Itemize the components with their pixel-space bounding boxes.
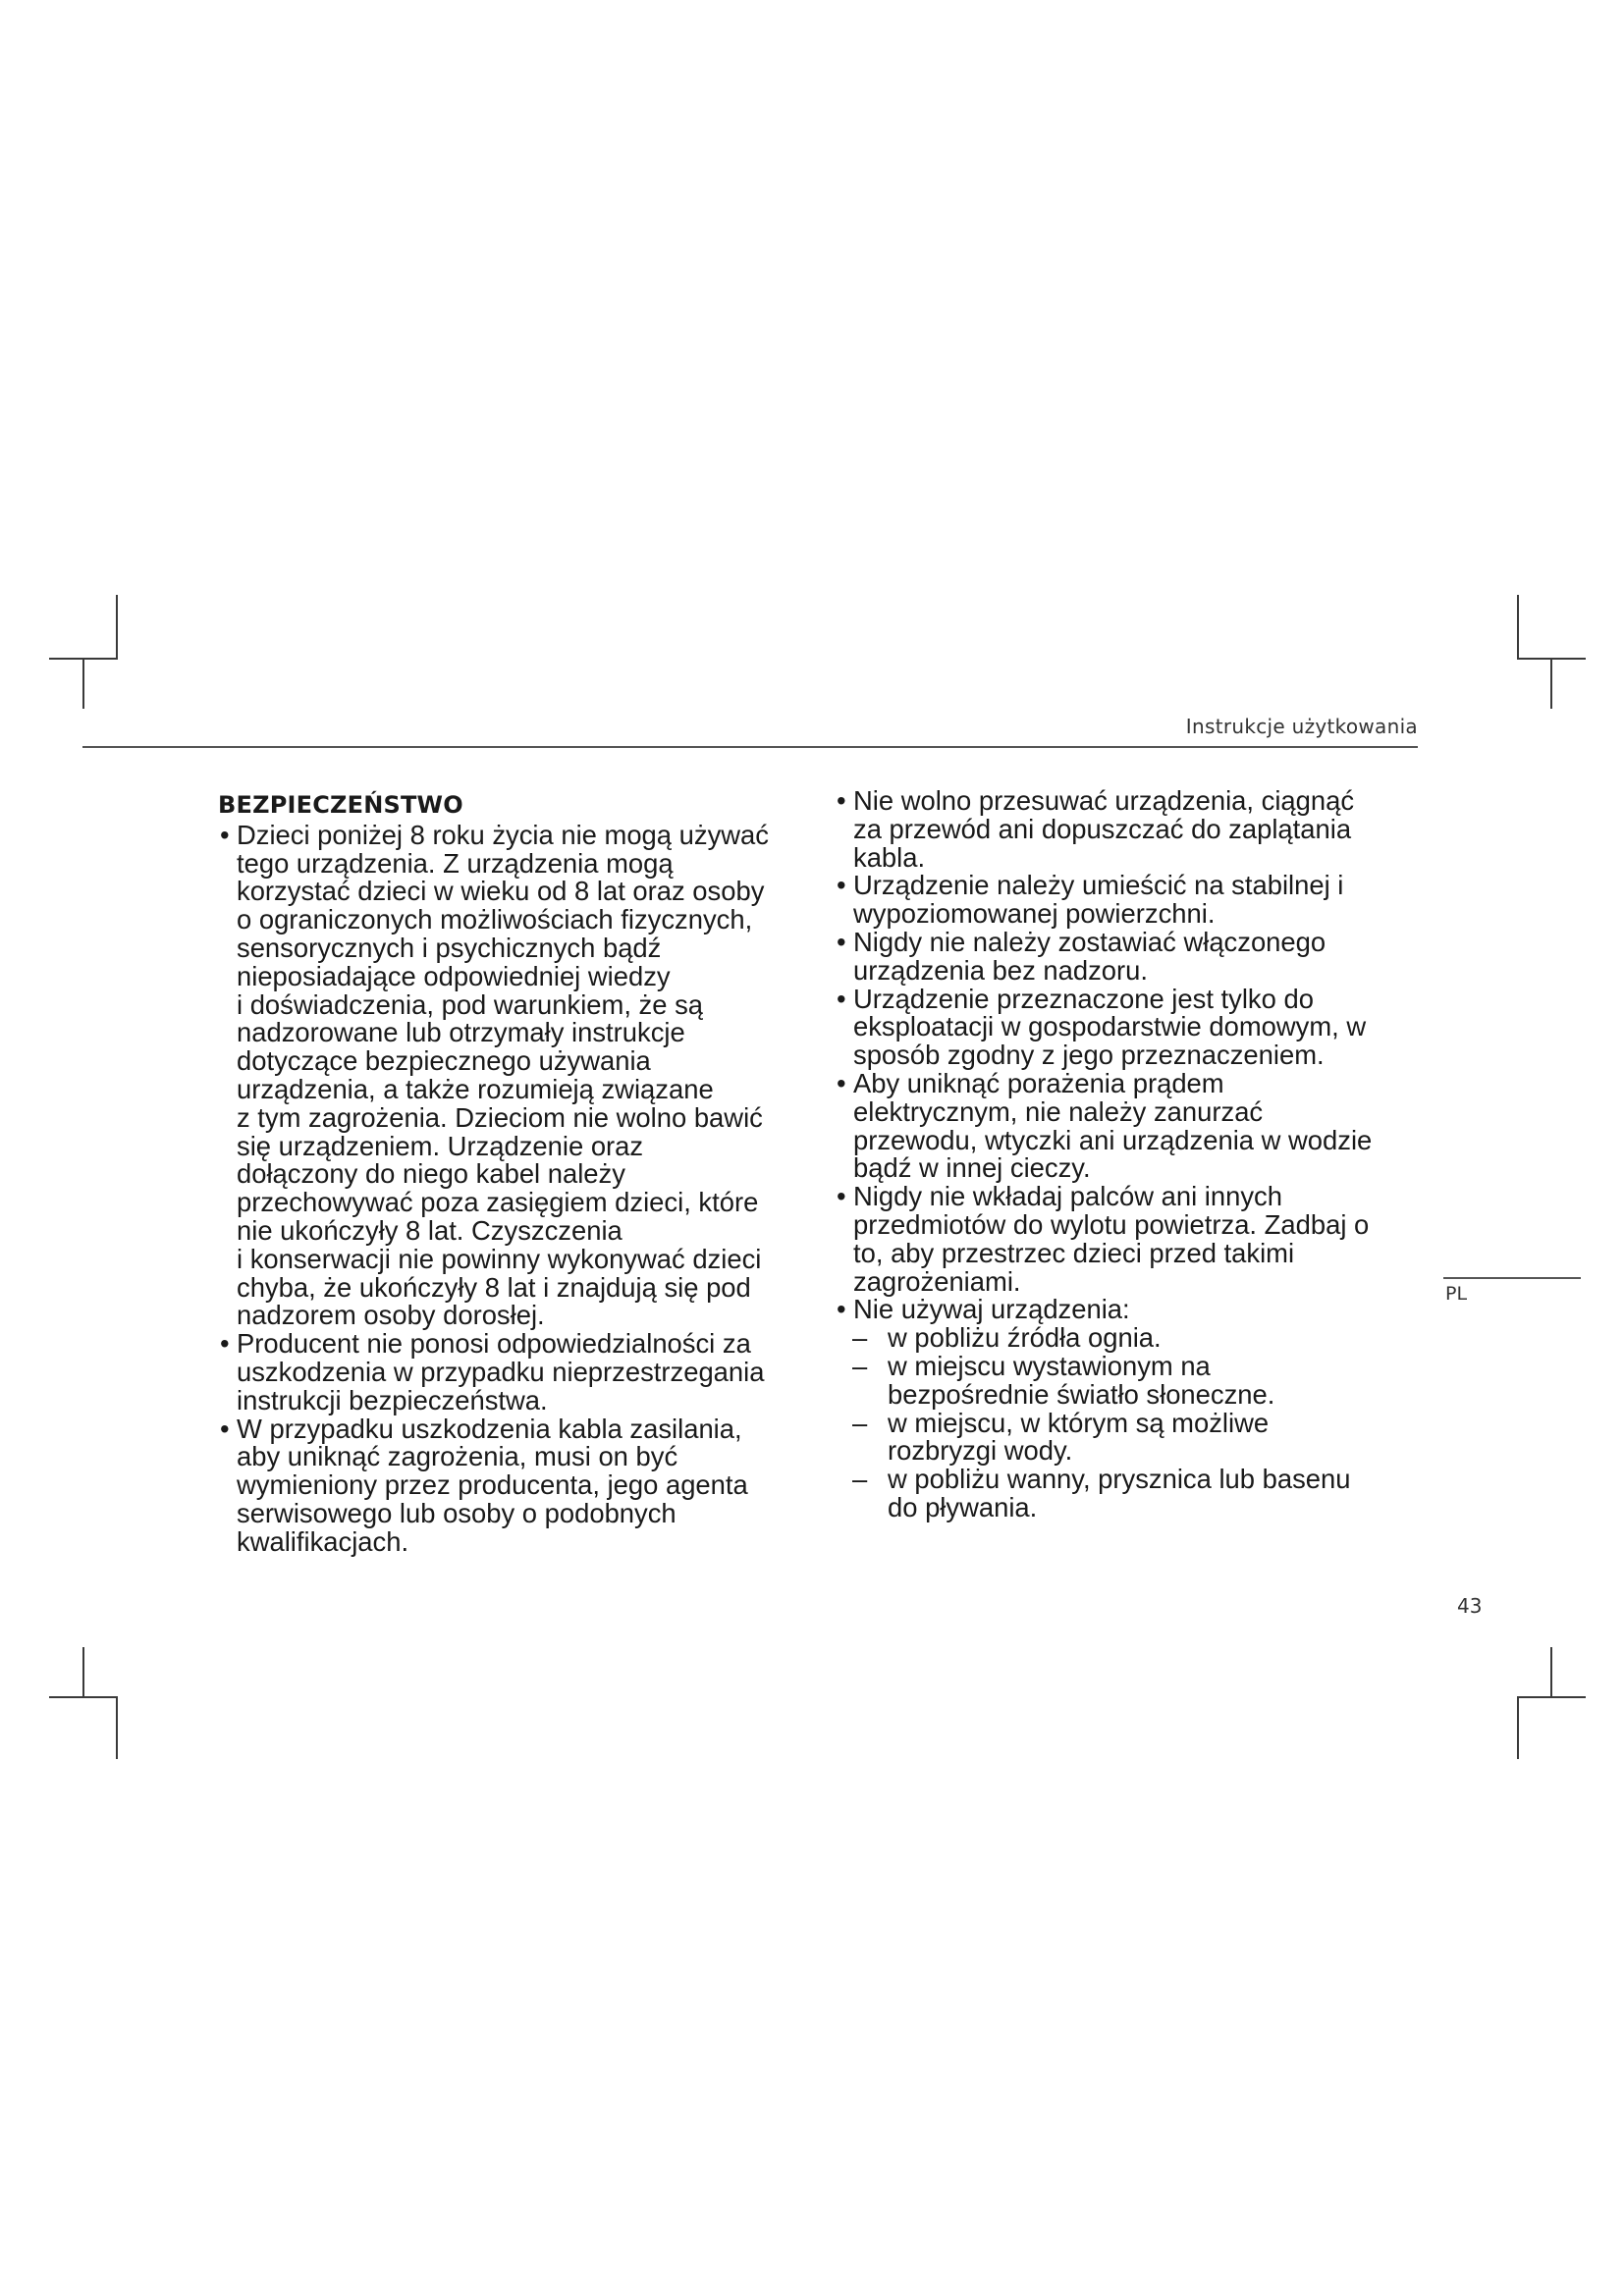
text-line: • Urządzenie należy umieścić na stabilnej i [853, 870, 1344, 901]
text-line: urządzenia, a także rozumieją związane [237, 1073, 714, 1104]
text-line: przewodu, wtyczki ani urządzenia w wodzie [853, 1124, 1373, 1155]
text-line: • Nie używaj urządzenia: [853, 1294, 1130, 1325]
text-line: – w pobliżu wanny, prysznica lub basenu [888, 1464, 1351, 1495]
list-item [835, 787, 1424, 872]
sub-list-item [852, 1350, 1424, 1410]
text-line: przedmiotów do wylotu powietrza. Zadbaj o [853, 1208, 1370, 1240]
text-line: dołączony do niego kabel należy [237, 1158, 625, 1190]
text-line: nieposiadające odpowiedniej wiedzy [237, 960, 671, 991]
page-number: 43 [1457, 1594, 1483, 1618]
list-item [835, 1067, 1424, 1184]
section-heading: BEZPIECZEŃSTWO [218, 791, 463, 819]
text-line: nadzorem osoby dorosłej. [237, 1300, 545, 1331]
text-line: wypoziomowanej powierzchni. [853, 898, 1216, 930]
text-line: się urządzeniem. Urządzenie oraz [237, 1130, 644, 1161]
header-rule [82, 746, 1418, 748]
left-column [218, 791, 807, 1557]
list-item [218, 1415, 807, 1557]
sub-list-item [852, 1324, 1424, 1353]
text-line: aby uniknąć zagrożenia, musi on być [237, 1441, 678, 1472]
text-line: zagrożeniami. [853, 1265, 1021, 1297]
text-line: to, aby przestrzec dzieci przed takimi [853, 1237, 1295, 1268]
text-line: sposób zgodny z jego przeznaczeniem. [853, 1040, 1325, 1071]
text-line: kwalifikacjach. [237, 1525, 409, 1557]
text-line: nadzorowane lub otrzymały instrukcje [237, 1017, 685, 1048]
text-line: dotyczące bezpiecznego używania [237, 1045, 651, 1077]
text-line: • W przypadku uszkodzenia kabla zasilania, [237, 1413, 742, 1444]
list-item [835, 872, 1424, 929]
text-line: • Nie wolno przesuwać urządzenia, ciągnąć [853, 785, 1355, 816]
list-item [218, 819, 807, 1331]
list-item [835, 1183, 1424, 1296]
text-line: bezpośrednie światło słoneczne. [888, 1378, 1275, 1410]
text-line: eksploatacji w gospodarstwie domowym, w [853, 1011, 1367, 1042]
text-line: z tym zagrożenia. Dzieciom nie wolno bawić [237, 1101, 763, 1133]
list-item [835, 983, 1424, 1071]
list-item [835, 1296, 1424, 1324]
sub-bullet-list [835, 1324, 1424, 1522]
left-bullet-list [218, 819, 807, 1557]
text-line: bądź w innej cieczy. [853, 1152, 1091, 1184]
text-line: – w miejscu wystawionym na [888, 1350, 1211, 1381]
text-line: • Aby uniknąć porażenia prądem [853, 1067, 1224, 1098]
text-line: tego urządzenia. Z urządzenia mogą [237, 847, 674, 879]
text-line: do pływania. [888, 1491, 1038, 1522]
text-line: • Urządzenie przeznaczone jest tylko do [853, 983, 1314, 1014]
text-line: urządzenia bez nadzoru. [853, 954, 1148, 986]
text-line: nie ukończyły 8 lat. Czyszczenia [237, 1214, 623, 1246]
text-line: uszkodzenia w przypadku nieprzestrzegania [237, 1356, 765, 1387]
text-line: kabla. [853, 841, 926, 873]
text-line: • Dzieci poniżej 8 roku życia nie mogą używać [237, 819, 769, 850]
sub-list-item [852, 1466, 1424, 1522]
language-tab-rule [1443, 1277, 1581, 1279]
text-line: sensorycznych i psychicznych bądź [237, 932, 662, 963]
language-tab: PL [1445, 1283, 1468, 1305]
text-line: elektrycznym, nie należy zanurzać [853, 1095, 1264, 1127]
text-line: • Producent nie ponosi odpowiedzialności za [237, 1328, 751, 1360]
text-line: wymieniony przez producenta, jego agenta [237, 1469, 748, 1501]
text-line: korzystać dzieci w wieku od 8 lat oraz osoby [237, 876, 765, 907]
text-line: • Nigdy nie należy zostawiać włączonego [853, 926, 1326, 957]
text-line: i konserwacji nie powinny wykonywać dzieci [237, 1243, 762, 1274]
text-line: i doświadczenia, pod warunkiem, że są [237, 988, 704, 1020]
text-line: chyba, że ukończyły 8 lat i znajdują się pod [237, 1271, 751, 1303]
text-line: rozbryzgi wody. [888, 1435, 1073, 1467]
sub-list-item [852, 1407, 1424, 1467]
text-line: o ograniczonych możliwościach fizycznych, [237, 904, 753, 935]
list-item [218, 1330, 807, 1415]
header-title: Instrukcje użytkowania [1185, 715, 1418, 738]
text-line: – w pobliżu źródła ognia. [888, 1322, 1162, 1354]
text-line: – w miejscu, w którym są możliwe [888, 1407, 1270, 1438]
right-column [835, 787, 1424, 1522]
text-line: • Nigdy nie wkładaj palców ani innych [853, 1181, 1282, 1212]
right-bullet-list [835, 787, 1424, 1324]
text-line: przechowywać poza zasięgiem dzieci, które [237, 1187, 759, 1218]
text-line: za przewód ani dopuszczać do zaplątania [853, 813, 1352, 844]
list-item [835, 926, 1424, 986]
text-line: instrukcji bezpieczeństwa. [237, 1384, 548, 1415]
text-line: serwisowego lub osoby o podobnych [237, 1497, 677, 1528]
